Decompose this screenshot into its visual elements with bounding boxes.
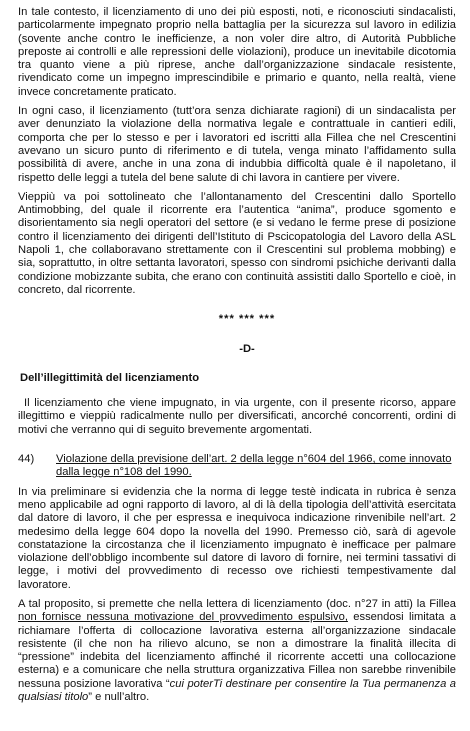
- italic-quote: cui poterTi destinare per consentire la Tua permanenza a qualsiasi titolo: [18, 677, 457, 704]
- paragraph-context: In tale contesto, il licenziamento di uno dei più esposti, noti, e riconosciuti sindacalisti, particolarmente impegnato proprio nella battaglia per la sicurezza sul lavoro in edilizia (sovente anche contro le inefficienze, a non voler dire altro, di Autorità Pubbliche preposte ai controlli e alle repressioni delle violazioni), produce un inevitabile dicotomia tra quanto viene a più riprese, anche dall’organizzazione sindacale resistente, rivendicato come un impegno imprescindibile e primario e quanto, nella realtà, viene invece concretamente praticato.: [18, 6, 456, 98]
- point-number: 44): [18, 453, 35, 466]
- paragraph-antimobbing: Vieppiù va poi sottolineato che l’allontanamento del Crescentini dallo Sportello Antimobbing, del quale il ricorrente era l’autentica “anima”, produce sgomento e disorientamento sia negli operatori del settore (e si vedano le ferme prese di posizione contro il licenziamento dei dirigenti dell’Istituto di Pscicopatologia del Lavoro della ASL Napoli 1, che collaboravano strettamente con il Crescentini sul problema mobbing) e sia, soprattutto, in oltre settanta lavoratori, spesso con sindromi psichiche derivanti dalla condizione mobizzante subita, che erano con continuità assistiti dallo Sportello e cioè, in concreto, dal ricorrente.: [18, 190, 456, 296]
- paragraph-dismissal-letter: [18, 598, 456, 704]
- document-page: [18, 6, 456, 704]
- text-segment: A tal proposito, si premette che nella lettera di licenziamento (doc. n°27 in atti) la Fillea: [18, 597, 456, 610]
- section-heading: Dell’illegittimità del licenziamento: [20, 371, 200, 384]
- paragraph-preliminary: In via preliminare si evidenzia che la norma di legge testè indicata in rubrica è senza meno applicabile ad ogni rapporto di lavoro, al di là della tipologia dell’attività esercitata dal datore di lavoro, il che per espressa e inequivoca indicazione rinvenibile nell’art. 2 medesimo della legge 604 dopo la novella del 1990. Premesso ciò, sarà di agevole constatazione la circostanza che il licenziamento impugnato è inefficace per palmare violazione dell’obbligo incombente sul datore di lavoro di fornire, nei termini tassativi di legge, i motivi del provvedimento di recesso ove richiesti tempestivamente dal lavoratore.: [18, 485, 456, 591]
- text-segment: essendosi limitata a richiamare l’offerta di collocazione lavorativa esterna all’organizzazione sindacale resistente (il che non ha rilievo alcuno, se non a dimostrare la finalità illecita di “pressione” indebita del licenziamento affinché il ricorrente accetti una collocazione esterna) e a comunicare che nella struttura organizzativa Fillea non sarebbe rinvenibile nessuna posizione lavorativa “: [18, 611, 456, 690]
- point-44: [18, 453, 456, 480]
- underlined-segment: non fornisce nessuna motivazione del provvedimento espulsivo,: [18, 611, 348, 624]
- section-letter: -D-: [239, 342, 255, 355]
- section-separator: *** *** ***: [218, 313, 276, 326]
- paragraph-intro-illegitimacy: Il licenziamento che viene impugnato, in via urgente, con il presente ricorso, appare illegittimo e vieppiù radicalmente nullo per diversificati, ancorché concorrenti, ordini di motivi che verranno qui di seguito brevemente argomentati.: [18, 397, 456, 436]
- text-segment: ” e null’altro.: [88, 691, 150, 704]
- point-title: Violazione della previsione dell’art. 2 della legge n°604 del 1966, come innovato dalla legge n°108 del 1990.: [56, 453, 452, 479]
- paragraph-dismissal-effects: In ogni caso, il licenziamento (tutt’ora senza dichiarate ragioni) di un sindacalista per aver denunziato la violazione della normativa legale e contrattuale in cantieri edili, comporta che per lo stesso e per i lavoratori ed iscritti alla Fillea che nel Crescentini avevano un sicuro punto di riferimento e di tutela, venga minato l’affidamento sulla possibilità di avere, anche in una zona di indubbia difficoltà quale è il napoletano, il rispetto delle leggi a tutela del bene salute di chi lavora in cantiere per vivere.: [18, 105, 456, 184]
